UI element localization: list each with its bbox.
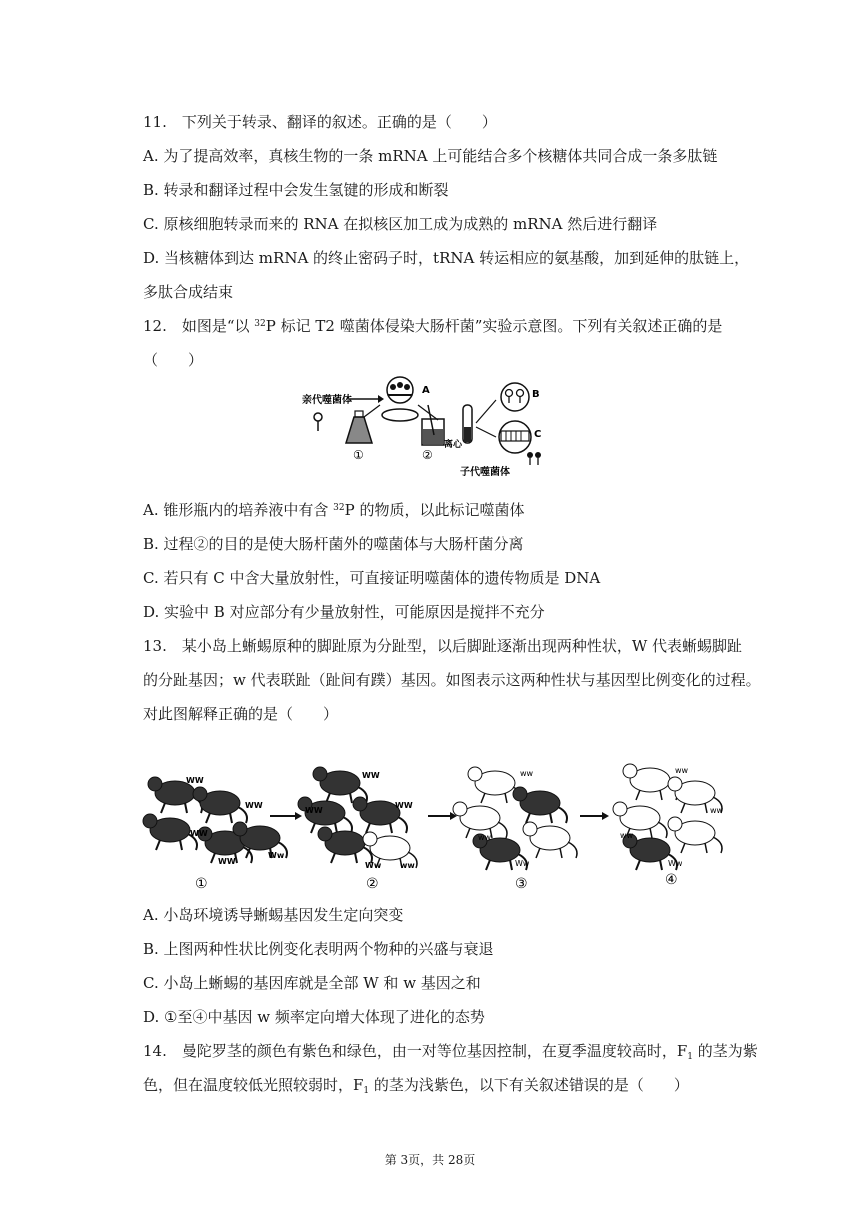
svg-text:Ww: Ww — [365, 861, 382, 870]
svg-text:WW: WW — [218, 857, 236, 866]
q12-option-a: A. 锥形瓶内的培养液中有含 $^{32}$P 的物质，以此标记噬菌体 — [143, 501, 525, 519]
q13-option-d: D. ①至④中基因 w 频率定向增大体现了进化的态势 — [143, 1008, 485, 1026]
stage-4-population — [613, 764, 724, 870]
q12-option-c: C. 若只有 C 中含大量放射性，可直接证明噬菌体的遗传物质是 DNA — [143, 569, 601, 587]
q13-stem-line3: 对此图解释正确的是（ ） — [143, 705, 339, 723]
svg-text:ww: ww — [710, 806, 724, 815]
q12-option-b: B. 过程②的目的是使大肠杆菌外的噬菌体与大肠杆菌分离 — [143, 535, 524, 553]
q11-option-b: B. 转录和翻译过程中会发生氢键的形成和断裂 — [143, 181, 449, 199]
q12-stem-paren: （ ） — [143, 351, 204, 369]
stage-1-label: ① — [195, 876, 208, 892]
stage-1-population — [143, 776, 287, 866]
svg-text:ww: ww — [520, 769, 534, 778]
svg-text:Ww: Ww — [515, 859, 530, 868]
q11-stem: 11. 下列关于转录、翻译的叙述。正确的是（ ） — [143, 113, 497, 131]
test-tube-icon — [463, 405, 472, 443]
q13-option-c: C. 小岛上蜥蜴的基因库就是全部 W 和 w 基因之和 — [143, 974, 481, 992]
q11-option-d-cont: 多肽合成结束 — [143, 283, 234, 301]
svg-text:ww: ww — [478, 833, 492, 842]
page-footer: 第 3页，共 28页 — [384, 1153, 476, 1167]
phage-experiment-figure — [300, 375, 560, 485]
q12-stem: 12. 如图是“以 $^{32}$P 标记 T2 噬菌体侵染大肠杆菌”实验示意图。下列有关叙述正确的是 — [143, 317, 723, 335]
q11-option-c: C. 原核细胞转录而来的 RNA 在拟核区加工成为成熟的 mRNA 然后进行翻译 — [143, 215, 658, 233]
label-c: C — [534, 429, 542, 440]
sediment-c-circle — [499, 421, 531, 453]
parent-phage-icon — [314, 413, 322, 431]
arrow-1-2 — [270, 812, 302, 820]
stage-3-label: ③ — [515, 876, 528, 892]
q14-stem-line2: 色，但在温度较低光照较弱时，$F_1$ 的茎为浅紫色，以下有关叙述错误的是（ ） — [143, 1076, 689, 1096]
q11-option-a: A. 为了提高效率，真核生物的一条 mRNA 上可能结合多个核糖体共同合成一条多肽链 — [143, 147, 718, 165]
svg-text:ww: ww — [400, 861, 415, 870]
svg-text:WW: WW — [305, 806, 323, 815]
svg-text:Ww: Ww — [268, 851, 285, 860]
svg-text:ww: ww — [620, 831, 634, 840]
q13-option-a: A. 小岛环境诱导蜥蜴基因发生定向突变 — [143, 906, 404, 924]
lizard-evolution-figure — [140, 758, 730, 898]
q13-stem-line2: 的分趾基因；w 代表联趾（趾间有蹼）基因。如图表示这两种性状与基因型比例变化的过程。 — [143, 671, 761, 689]
q12-option-d: D. 实验中 B 对应部分有少量放射性，可能原因是搅拌不充分 — [143, 603, 545, 621]
svg-text:ww: ww — [675, 766, 689, 775]
label-b: B — [532, 389, 540, 400]
stage-4-label: ④ — [665, 872, 678, 888]
arrow-3-4 — [580, 812, 609, 820]
svg-text:Ww: Ww — [668, 859, 683, 868]
bacteria-phage-bubble — [387, 377, 413, 403]
q14-stem: 14. 曼陀罗茎的颜色有紫色和绿色，由一对等位基因控制，在夏季温度较高时，$F_1$ 的茎为紫 — [143, 1042, 758, 1062]
parent-phage-label: 亲代噬菌体 — [302, 395, 352, 406]
svg-text:WW: WW — [186, 776, 204, 785]
svg-text:WW: WW — [362, 771, 380, 780]
centrifuge-label: 离心 — [444, 440, 463, 450]
q13-stem: 13. 某小岛上蜥蜴原种的脚趾原为分趾型，以后脚趾逐渐出现两种性状，W 代表蜥蜴脚趾 — [143, 637, 743, 655]
stage-3-population — [453, 767, 577, 870]
stage-2-population — [298, 767, 417, 870]
q13-option-b: B. 上图两种性状比例变化表明两个物种的兴盛与衰退 — [143, 940, 494, 958]
q11-option-d: D. 当核糖体到达 mRNA 的终止密码子时，tRNA 转运相应的氨基酸，加到延伸的肽链上， — [143, 249, 750, 267]
child-phage-icons — [527, 452, 541, 465]
svg-text:WW: WW — [245, 801, 263, 810]
svg-text:WW: WW — [395, 801, 413, 810]
conical-flask-icon — [346, 411, 372, 443]
stage-2-label: ② — [366, 876, 379, 892]
label-a: A — [422, 385, 430, 396]
supernatant-b-circle — [501, 383, 529, 411]
child-phage-label: 子代噬菌体 — [460, 467, 510, 478]
svg-text:WW: WW — [190, 829, 208, 838]
arrow-2-3 — [428, 812, 457, 820]
step-2-label: ② — [422, 448, 433, 462]
step-1-label: ① — [353, 448, 364, 462]
